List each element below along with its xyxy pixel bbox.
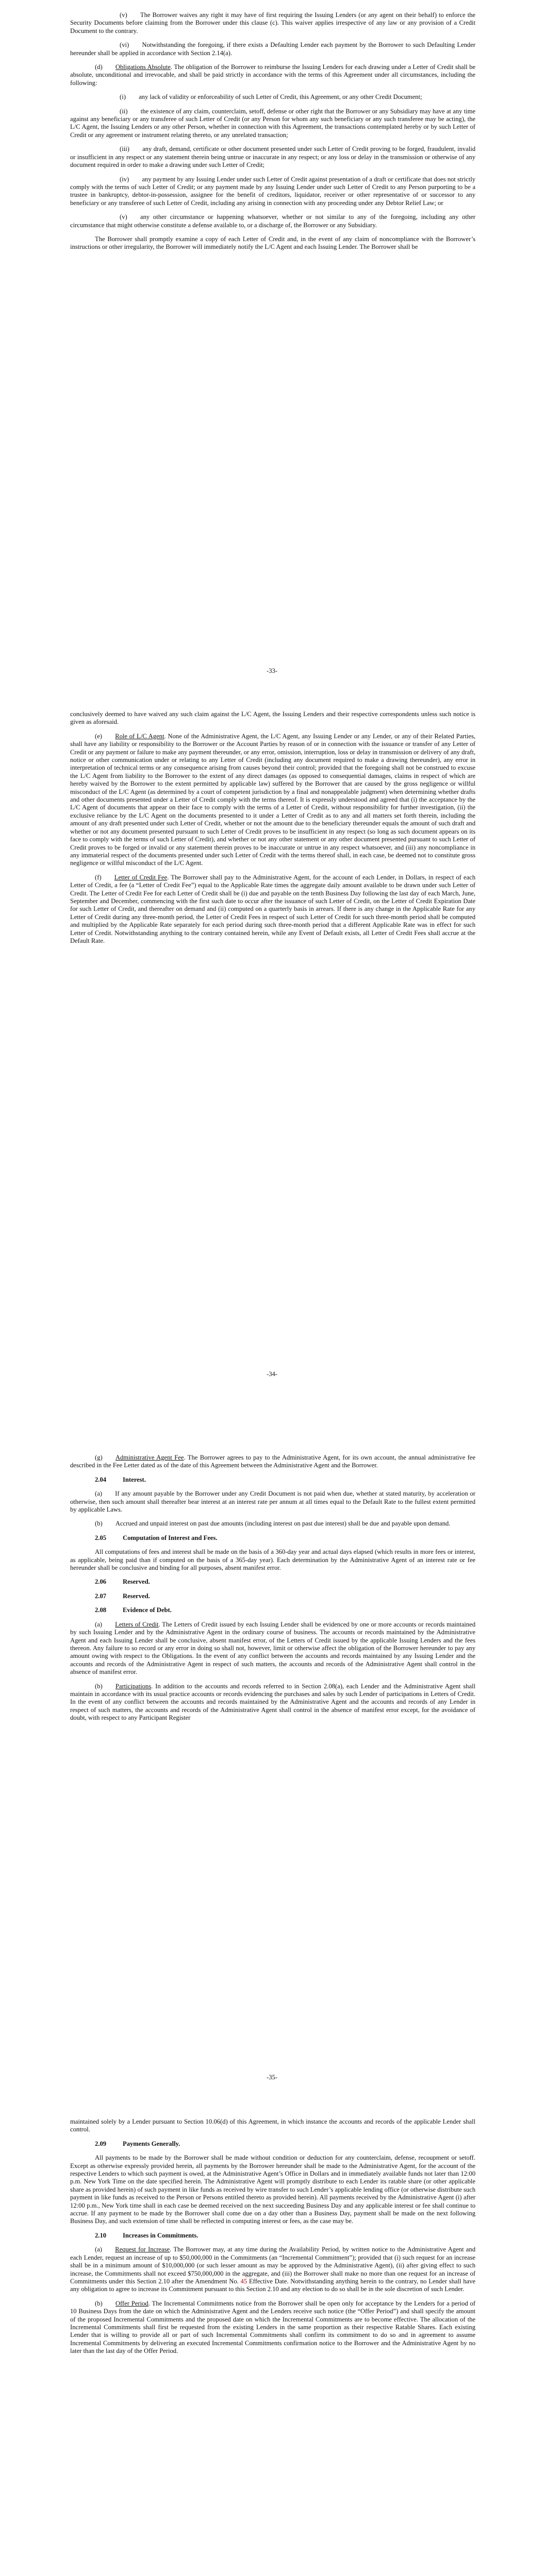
caption-underlined: Obligations Absolute	[115, 63, 171, 71]
paragraph: The Borrower shall promptly examine a copy of each Letter of Credit and, in the event of any claim of noncompliance with the Borrower’s instructions or other irregularity, the Borrower will immediately notify the L/C Agent and each Issuing Lender. The Borrower shall be	[70, 235, 475, 251]
caption-underlined: Participations	[115, 1682, 152, 1690]
paragraph: (i) any lack of validity or enforceability of such Letter of Credit, this Agreement, or any other Credit Document;	[120, 93, 422, 101]
caption-underlined: Administrative Agent Fee	[115, 1454, 184, 1461]
caption-underlined: Request for Increase	[115, 2246, 170, 2253]
section-heading: 2.10 Increases in Commitments.	[95, 2231, 199, 2239]
paragraph: (b) Offer Period. The Incremental Commitments notice from the Borrower shall be open only for acceptance by the Lenders for a period of 10 Business Days from the date on which the Administrative Agent and the Lenders receive such notice (the “Offer Period”) and shall specify the amount of the proposed Incremental Commitments and the proposed date on which the Incremental Commitments are to become effective. The allocation of the Incremental Commitments shall first be requested from the existing Lenders in the same proportion as their respective Ratable Shares. Each existing Lender that is willing to provide all or part of such Incremental Commitments shall confirm its commitment to do so and in agreement to assume Incremental Commitments by delivering an executed Incremental Commitments confirmation notice to the Borrower and the Administrative Agent by no later than the last day of the Offer Period.	[70, 2299, 475, 2355]
section-heading: 2.09 Payments Generally.	[95, 2140, 180, 2147]
amendment-markup: 45	[240, 2277, 248, 2285]
caption-underlined: Letter of Credit Fee	[114, 873, 168, 881]
section-heading: 2.06 Reserved.	[95, 1578, 150, 1586]
paragraph: All payments to be made by the Borrower shall be made without condition or deduction for any counterclaim, defense, recoupment or setoff. Except as otherwise expressly provided herein, all payments by the Borrower hereunder shall be made to the Administrative Agent, for the account of the respective Lenders to which such payment is owed, at the Administrative Agent’s Office in Dollars and in immediately available funds not later than 12:00 p.m. New York Time on the date specified herein. The Administrative Agent will promptly distribute to each Lender its ratable share (or other applicable share as provided herein) of such payment in like funds as received by wire transfer to such Lender’s applicable lending office (or otherwise distribute such payment in like funds as received to the Person or Persons entitled thereto as provided herein). All payments received by the Administrative Agent (i) after 12:00 p.m., New York time shall in each case be deemed received on the next succeeding Business Day and any applicable interest or fee shall continue to accrue. If any payment to be made by the Borrower shall come due on a day other than a Business Day, payment shall be made on the next following Business Day, and such extension of time shall be reflected in computing interest or fees, as the case may be.	[70, 2154, 475, 2225]
document-page-33	[0, 0, 544, 703]
paragraph: (e) Role of L/C Agent. None of the Administrative Agent, the L/C Agent, any Issuing Lender or any Lender, or any of their Related Parties, shall have any liability or responsibility to the Borrower or the Account Parties by reason of or in connection with the issuance or transfer of any Letter of Credit or any payment or failure to make any payment thereunder, or any error, omission, interruption, loss or delay in transmission or delivery of any draft, notice or other communication under or relating to any Letter of Credit (including any document required to make a drawing thereunder), any error in interpretation of technical terms or any consequence arising from causes beyond their control; provided that the foregoing shall not be construed to excuse the L/C Agent from liability to the Borrower to the extent of any direct damages (as opposed to consequential damages, claims in respect of which are hereby waived by the Borrower to the extent permitted by applicable law) suffered by the Borrower that are caused by the gross negligence or willful misconduct of the L/C Agent (as determined by a court of competent jurisdiction by a final and nonappealable judgment) when determining whether drafts and other documents presented under a Letter of Credit comply with the terms thereof. It is expressly understood and agreed that (i) the acceptance by the L/C Agent of documents that appear on their face to comply with the terms of a Letter of Credit, without responsibility for further investigation, (ii) the exclusive reliance by the L/C Agent on the documents presented to it under a Letter of Credit as to any and all matters set forth therein, including the amount of any draft presented under such Letter of Credit, whether or not the amount due to the beneficiary thereunder equals the amount of such draft and whether or not any document presented pursuant to such Letter of Credit proves to be insufficient in any respect (so long as such document appears on its face to comply with the terms of such Letter of Credit), and whether or not any other statement or any other document presented pursuant to such Letter of Credit proves to be forged or invalid or any statement therein proves to be inaccurate or untrue in any respect whatsoever, and (iii) any noncompliance in any immaterial respect of the documents presented under such Letter of Credit with the terms thereof shall, in each case, be deemed not to constitute gross negligence or willful misconduct of the L/C Agent.	[70, 732, 475, 867]
section-heading: 2.04 Interest.	[95, 1476, 146, 1483]
page-number: -35-	[267, 2074, 277, 2081]
page-33-body	[70, 11, 475, 258]
paragraph: (iii) any draft, demand, certificate or other document presented under such Letter of Credit proving to be forged, fraudulent, invalid or insufficient in any respect or any statement therein being untrue or inaccurate in any respect; or any loss or delay in the transmission or otherwise of any document required in order to make a drawing under such Letter of Credit;	[70, 145, 475, 169]
caption-underlined: Offer Period	[115, 2299, 149, 2307]
paragraph: (a) Letters of Credit. The Letters of Credit issued by each Issuing Lender shall be evidenced by one or more accounts or records maintained by such Issuing Lender and by the Administrative Agent in the ordinary course of business. The accounts or records maintained by the Administrative Agent and each Issuing Lender shall be conclusive, absent manifest error, of the Letters of Credit issued by the applicable Issuing Lenders and the fees thereon. Any failure to so record or any error in doing so shall not, however, limit or otherwise affect the obligation of the Borrower hereunder to pay any amount owing with respect to the Obligations. In the event of any conflict between the accounts and records maintained by any Issuing Lender and the accounts and records of the Administrative Agent in respect of such matters, the accounts and records of the Administrative Agent shall control in the absence of manifest error.	[70, 1620, 475, 1676]
paragraph: (b) Participations. In addition to the accounts and records referred to in Section 2.08(a), each Lender and the Administrative Agent shall maintain in accordance with its usual practice accounts or records evidencing the purchases and sales by such Lender of participations in Letters of Credit. In the event of any conflict between the accounts and records maintained by the Administrative Agent and the accounts and records of any Lender in respect of such matters, the accounts and records of the Administrative Agent shall control in the absence of manifest error except, for the avoidance of doubt, with respect to any Participant Register	[70, 1682, 475, 1722]
paragraph: maintained solely by a Lender pursuant to Section 10.06(d) of this Agreement, in which instance the accounts and records of the applicable Lender shall control.	[70, 2118, 475, 2133]
document-page-36	[0, 2110, 544, 2576]
paragraph: (a) If any amount payable by the Borrower under any Credit Document is not paid when due, whether at stated maturity, by acceleration or otherwise, then such amount shall thereafter bear interest at an interest rate per annum at all times equal to the Default Rate to the fullest extent permitted by applicable Laws.	[70, 1490, 475, 1514]
paragraph: (vi) Notwithstanding the foregoing, if there exists a Defaulting Lender each payment by the Borrower to such Defaulting Lender hereunder shall be applied in accordance with Section 2.14(a).	[70, 41, 475, 57]
document-page-35	[0, 1406, 544, 2110]
paragraph: (g) Administrative Agent Fee. The Borrower agrees to pay to the Administrative Agent, for its own account, the annual administrative fee described in the Fee Letter dated as of the date of this Agreement between the Administrative Agent and the Borrower.	[70, 1454, 475, 1469]
paragraph: conclusively deemed to have waived any such claim against the L/C Agent, the Issuing Lenders and their respective correspondents unless such notice is given as aforesaid.	[70, 710, 475, 726]
section-heading: 2.08 Evidence of Debt.	[95, 1606, 172, 1614]
caption-underlined: Role of L/C Agent	[115, 732, 164, 740]
paragraph: All computations of fees and interest shall be made on the basis of a 360-day year and actual days elapsed (which results in more fees or interest, as applicable, being paid than if computed on the basis of a 365-day year). Each determination by the Administrative Agent of an interest rate or fee hereunder shall be conclusive and binding for all purposes, absent manifest error.	[70, 1548, 475, 1572]
paragraph: (iv) any payment by any Issuing Lender under such Letter of Credit against presentation of a draft or certificate that does not strictly comply with the terms of such Letter of Credit; or any payment made by any Issuing Lender under such Letter of Credit to any Person purporting to be a trustee in bankruptcy, debtor-in-possession, assignee for the benefit of creditors, liquidator, receiver or other representative of or successor to any beneficiary or any transferee of such Letter of Credit, including any arising in connection with any proceeding under any Debtor Relief Law; or	[70, 175, 475, 207]
caption-underlined: Letters of Credit	[115, 1620, 159, 1628]
page-36-body	[70, 2118, 475, 2362]
page-34-body	[70, 710, 475, 951]
section-heading: 2.05 Computation of Interest and Fees.	[95, 1534, 218, 1541]
paragraph: (v) The Borrower waives any right it may have of first requiring the Issuing Lenders (or any agent on their behalf) to enforce the Security Documents before claiming from the Borrower under this clause (c). This waiver applies irrespective of any law or any provision of a Credit Document to the contrary.	[70, 11, 475, 35]
page-35-body	[70, 1454, 475, 1728]
paragraph: (a) Request for Increase. The Borrower may, at any time during the Availability Period, by written notice to the Administrative Agent and each Lender, request an increase of up to $50,000,000 in the Commitments (an “Incremental Commitment”); provided that (i) such request for an increase shall be in a minimum amount of $10,000,000 (or such lesser amount as may be approved by the Administrative Agent), (ii) after giving effect to such increase, the Commitments shall not exceed $750,000,000 in the aggregate, and (iii) the Borrower shall make no more than one request for an increase of Commitments under this Section 2.10 after the Amendment No. 45 Effective Date. Notwithstanding anything herein to the contrary, no Lender shall have any obligation to agree to increase its Commitment pursuant to this Section 2.10 and any election to do so shall be in the sole discretion of such Lender.	[70, 2246, 475, 2293]
paragraph: (b) Accrued and unpaid interest on past due amounts (including interest on past due interest) shall be due and payable upon demand.	[95, 1520, 451, 1528]
paragraph: (ii) the existence of any claim, counterclaim, setoff, defense or other right that the Borrower or any Subsidiary may have at any time against any beneficiary or any transferee of such Letter of Credit (or any Person for whom any such beneficiary or any such transferee may be acting), the L/C Agent, the Issuing Lenders or any other Person, whether in connection with this Agreement, the transactions contemplated hereby or by such Letter of Credit or any agreement or instrument relating thereto, or any unrelated transaction;	[70, 107, 475, 139]
page-number: -34-	[267, 1370, 277, 1378]
paragraph: (v) any other circumstance or happening whatsoever, whether or not similar to any of the foregoing, including any other circumstance that might otherwise constitute a defense available to, or a discharge of, the Borrower or any Subsidiary.	[70, 213, 475, 229]
paragraph: (f) Letter of Credit Fee. The Borrower shall pay to the Administrative Agent, for the account of each Lender, in Dollars, in respect of each Letter of Credit, a fee (a “Letter of Credit Fee”) equal to the Applicable Rate times the aggregate daily amount available to be drawn under such Letter of Credit. The Letter of Credit Fee for each Letter of Credit shall be (i) due and payable on the tenth Business Day following the last day of each March, June, September and December, commencing with the first such date to occur after the issuance of such Letter of Credit, on the Letter of Credit Expiration Date for such Letter of Credit, and thereafter on demand and (ii) computed on a quarterly basis in arrears. If there is any change in the Applicable Rate for any Letter of Credit during any three-month period, the Letter of Credit Fees in respect of such Letter of Credit for such three-month period shall be computed and multiplied by the Applicable Rate separately for each period during such three-month period that a different Applicable Rate was in effect for such Letter of Credit. Notwithstanding anything to the contrary contained herein, while any Event of Default exists, all Letter of Credit Fees shall accrue at the Default Rate.	[70, 873, 475, 944]
paragraph: (d) Obligations Absolute. The obligation of the Borrower to reimburse the Issuing Lenders for each drawing under a Letter of Credit shall be absolute, unconditional and irrevocable, and shall be paid strictly in accordance with the terms of this Agreement under all circumstances, including the following:	[70, 63, 475, 87]
document-page-34	[0, 703, 544, 1406]
section-heading: 2.07 Reserved.	[95, 1592, 150, 1600]
page-number: -33-	[267, 667, 277, 674]
